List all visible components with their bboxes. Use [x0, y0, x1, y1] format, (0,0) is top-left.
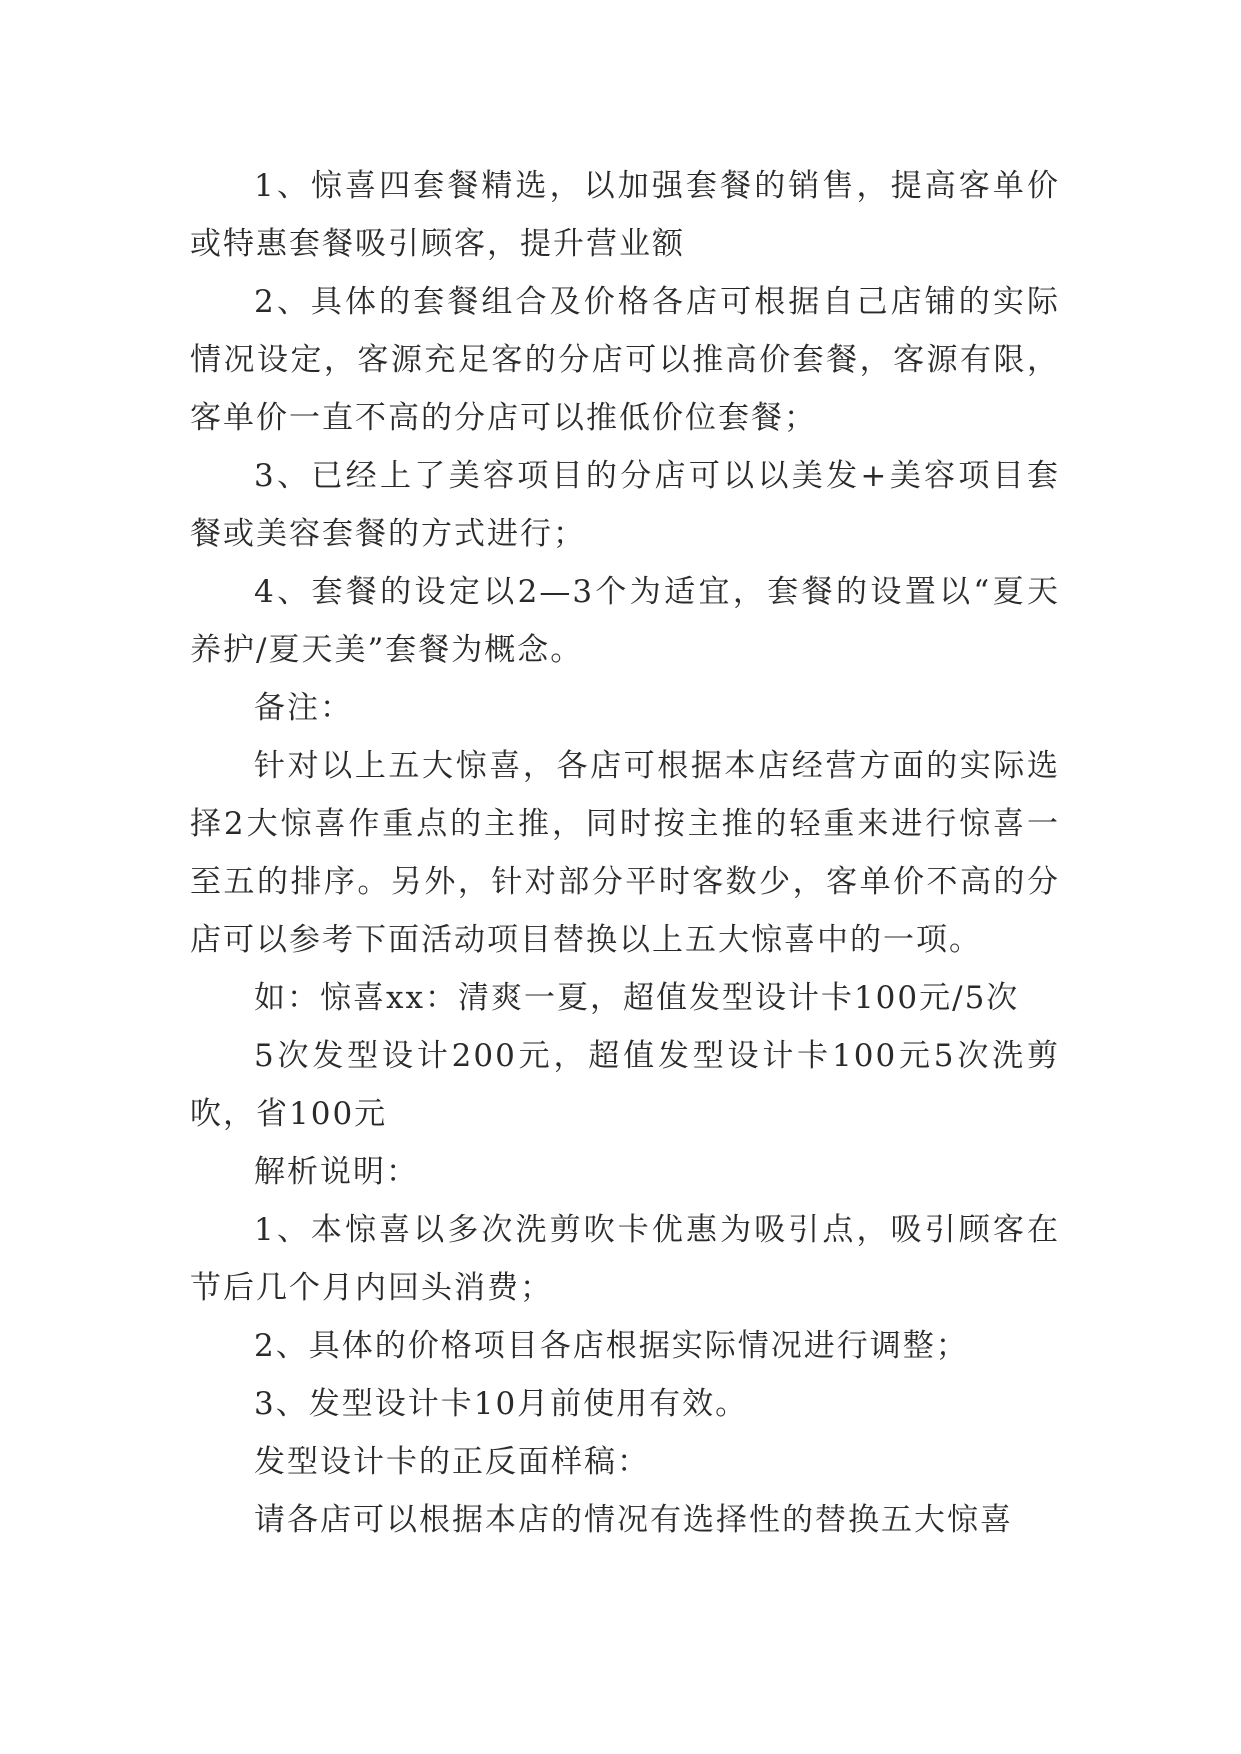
paragraph-package-selection: 1、惊喜四套餐精选，以加强套餐的销售，提高客单价或特惠套餐吸引顾客，提升营业额: [190, 168, 1060, 262]
paragraph-analysis-3: 3、发型设计卡10月前使用有效。: [254, 1386, 749, 1422]
document-body: [190, 157, 1060, 1549]
paragraph-notes-body: 针对以上五大惊喜，各店可根据本店经营方面的实际选择2大惊喜作重点的主推，同时按主推的轻重来进行惊喜一至五的排序。另外，针对部分平时客数少，客单价不高的分店可以参考下面活动项目替换以上五大惊喜中的一项。: [190, 748, 1060, 958]
paragraph-analysis-2: 2、具体的价格项目各店根据实际情况进行调整；: [254, 1328, 969, 1364]
card-sample-heading: 发型设计卡的正反面样稿：: [254, 1444, 650, 1480]
paragraph-analysis-1: 1、本惊喜以多次洗剪吹卡优惠为吸引点，吸引顾客在节后几个月内回头消费；: [190, 1212, 1060, 1306]
paragraph-example-detail: 5次发型设计200元，超值发型设计卡100元5次洗剪吹，省100元: [190, 1038, 1060, 1132]
paragraph-beauty-package: 3、已经上了美容项目的分店可以以美发+美容项目套餐或美容套餐的方式进行；: [190, 458, 1060, 552]
paragraph-package-pricing: 2、具体的套餐组合及价格各店可根据自己店铺的实际情况设定，客源充足客的分店可以推高价套餐，客源有限，客单价一直不高的分店可以推低价位套餐；: [190, 284, 1060, 436]
paragraph-package-count: 4、套餐的设定以2—3个为适宜，套餐的设置以“夏天养护/夏天美”套餐为概念。: [190, 574, 1060, 668]
paragraph-example: 如：惊喜xx：清爽一夏，超值发型设计卡100元/5次: [254, 980, 1020, 1016]
analysis-heading: 解析说明：: [254, 1154, 419, 1190]
paragraph-closing: 请各店可以根据本店的情况有选择性的替换五大惊喜: [254, 1502, 1013, 1538]
notes-heading: 备注：: [254, 690, 353, 726]
